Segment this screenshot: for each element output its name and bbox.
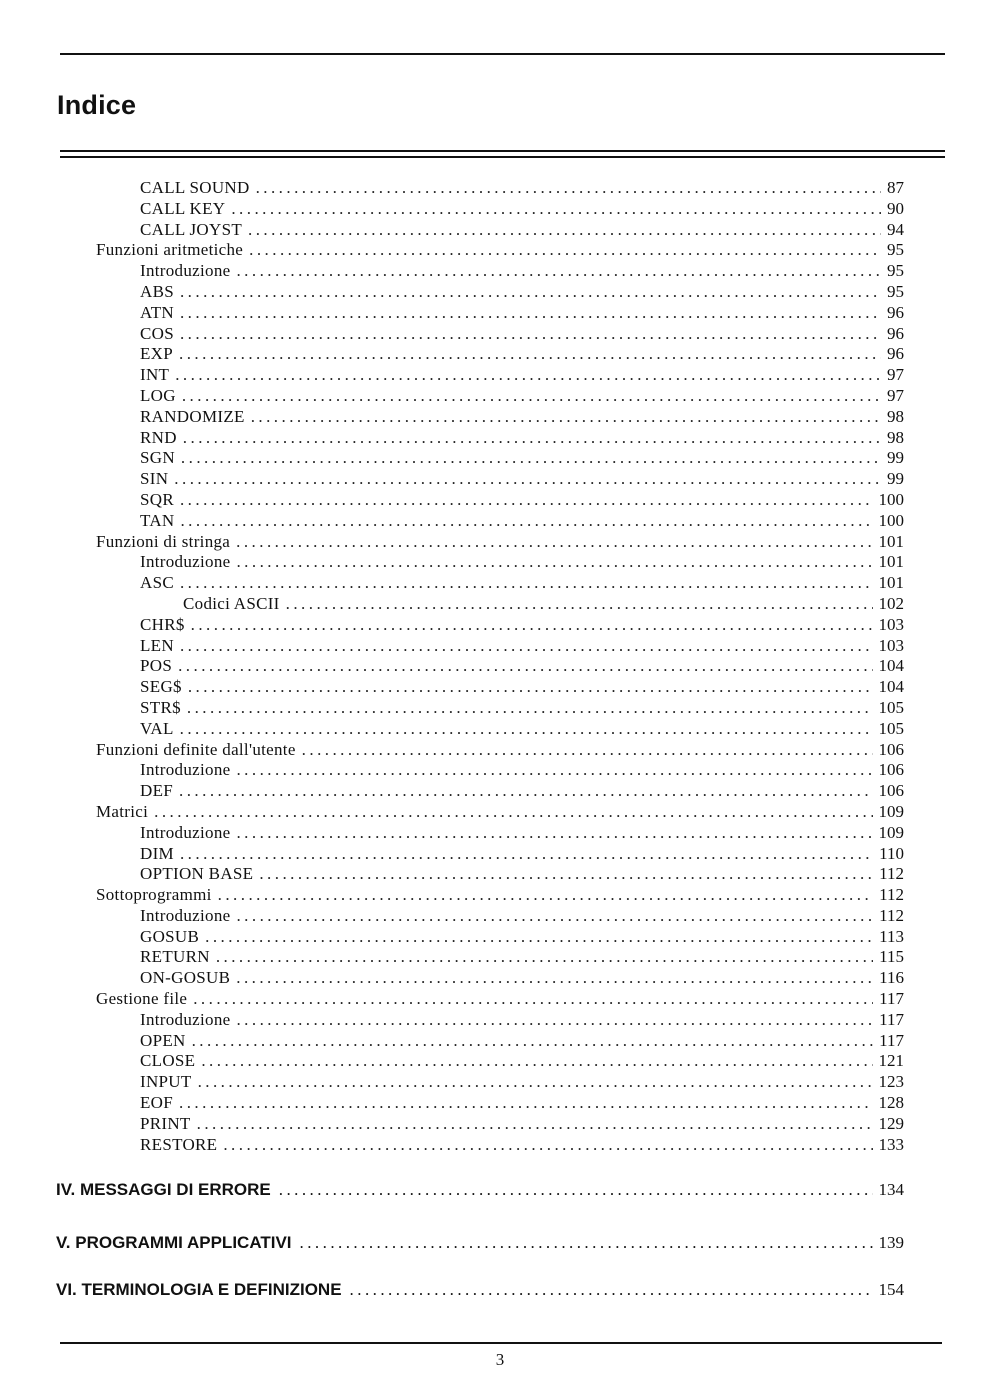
toc-entry-label: CLOSE: [140, 1051, 196, 1071]
toc-entry-page: 123: [878, 1072, 904, 1092]
toc-entry: [0, 594, 1000, 615]
toc-entry-page: 117: [879, 1030, 904, 1050]
dot-leader: [180, 511, 872, 532]
dot-leader: [286, 594, 873, 615]
toc-entry-page: 101: [878, 573, 904, 593]
dot-leader: [205, 927, 873, 948]
toc-entry: [0, 407, 1000, 428]
toc-entry: [0, 490, 1000, 511]
toc-entry-label: VAL: [140, 718, 174, 738]
dot-leader: [236, 261, 881, 282]
toc-entry-page: 121: [878, 1051, 904, 1071]
toc-entry: [0, 719, 1000, 740]
dot-leader: [174, 469, 881, 490]
toc-entry-label: Introduzione: [140, 822, 231, 842]
toc-entry-label: EOF: [140, 1093, 174, 1113]
toc-entry: [0, 220, 1000, 241]
toc-entry-page: 133: [878, 1134, 904, 1154]
toc-entry: [0, 344, 1000, 365]
toc-entry-label: INPUT: [140, 1072, 192, 1092]
dot-leader: [216, 947, 873, 968]
toc-entry-page: 116: [879, 968, 904, 988]
toc-entry-label: Introduzione: [140, 261, 231, 281]
toc-entry-label: SQR: [140, 489, 174, 509]
toc-entry-label: Gestione file: [96, 989, 188, 1009]
dot-leader: [198, 1072, 873, 1093]
toc-entry-page: 97: [887, 365, 904, 385]
toc-entry-label: ATN: [140, 302, 174, 322]
dot-leader: [178, 656, 872, 677]
toc-entry-label: COS: [140, 323, 174, 343]
top-rule: [60, 53, 945, 55]
dot-leader: [236, 760, 872, 781]
toc-entry-page: 98: [887, 427, 904, 447]
toc-entry: [0, 552, 1000, 573]
toc-entry: [0, 885, 1000, 906]
dot-leader: [350, 1280, 873, 1302]
toc-entry-page: 100: [878, 510, 904, 530]
dot-leader: [175, 365, 881, 386]
dot-leader: [180, 324, 881, 345]
toc-entry-page: 87: [887, 178, 904, 197]
toc-entry-page: 98: [887, 406, 904, 426]
toc-entry: [0, 864, 1000, 885]
toc-entry-page: 106: [878, 760, 904, 780]
toc-entry-page: 106: [878, 739, 904, 759]
chapter-entry-page: 154: [878, 1280, 904, 1299]
toc-entry-page: 113: [879, 926, 904, 946]
toc-entry-label: EXP: [140, 344, 174, 364]
toc-entry: [0, 428, 1000, 449]
toc-entry-page: 129: [878, 1113, 904, 1133]
dot-leader: [182, 386, 881, 407]
toc-entry: [0, 698, 1000, 719]
toc-entry-page: 94: [887, 219, 904, 239]
toc-entry-page: 100: [878, 489, 904, 509]
toc-entry-label: Introduzione: [140, 1009, 231, 1029]
dot-leader: [179, 344, 881, 365]
toc-entry-page: 109: [878, 801, 904, 821]
dot-leader: [192, 1031, 874, 1052]
toc-entry-label: ABS: [140, 281, 174, 301]
chapter-entry: [56, 1180, 904, 1202]
dot-leader: [154, 802, 872, 823]
toc-entry: [0, 178, 1000, 199]
toc-entry: [0, 1010, 1000, 1031]
toc-entry: [0, 844, 1000, 865]
toc-entry-page: 128: [878, 1093, 904, 1113]
toc-entry-label: RETURN: [140, 947, 210, 967]
toc-entry-page: 117: [879, 989, 904, 1009]
toc-entry: [0, 386, 1000, 407]
toc-entry-page: 101: [878, 552, 904, 572]
dot-leader: [180, 490, 873, 511]
dot-leader: [256, 178, 881, 199]
toc-entry: [0, 968, 1000, 989]
toc-entry-page: 99: [887, 469, 904, 489]
toc-entry-label: LOG: [140, 385, 176, 405]
dot-leader: [191, 615, 873, 636]
dot-leader: [300, 1233, 873, 1255]
toc-entry-label: SIN: [140, 469, 169, 489]
toc-entry-page: 112: [879, 885, 904, 905]
toc-entry: [0, 282, 1000, 303]
toc-entry-page: 106: [878, 781, 904, 801]
toc-entry-label: Codici ASCII: [183, 593, 280, 613]
toc-entry-page: 105: [878, 697, 904, 717]
toc-entry-label: POS: [140, 656, 173, 676]
toc-entry: [0, 469, 1000, 490]
dot-leader: [197, 1114, 873, 1135]
chapter-entry-label: IV. MESSAGGI DI ERRORE: [56, 1180, 271, 1199]
dot-leader: [180, 573, 873, 594]
toc-entry: [0, 760, 1000, 781]
toc-entry: [0, 636, 1000, 657]
chapter-entry-page: 134: [878, 1180, 904, 1199]
toc-entry: [0, 927, 1000, 948]
dot-leader: [193, 989, 873, 1010]
toc-entry-label: Funzioni di stringa: [96, 531, 231, 551]
dot-leader: [251, 407, 881, 428]
toc-entry: [0, 1072, 1000, 1093]
toc-entry-label: CHR$: [140, 614, 185, 634]
toc-entry-label: STR$: [140, 697, 181, 717]
dot-leader: [302, 740, 873, 761]
toc-entry-page: 103: [878, 614, 904, 634]
toc-entry-page: 97: [887, 385, 904, 405]
toc-entry-label: OPTION BASE: [140, 864, 254, 884]
toc-entry-label: DIM: [140, 843, 174, 863]
toc-entry-page: 96: [887, 302, 904, 322]
bottom-rule: [60, 1342, 942, 1344]
toc-entry-label: Introduzione: [140, 905, 231, 925]
toc-entry: [0, 240, 1000, 261]
dot-leader: [218, 885, 873, 906]
dot-leader: [181, 448, 881, 469]
toc-entry: [0, 677, 1000, 698]
toc-entry-label: PRINT: [140, 1113, 191, 1133]
toc-entry: [0, 1031, 1000, 1052]
dot-leader: [179, 781, 872, 802]
toc-entry-page: 112: [879, 864, 904, 884]
toc-entry-page: 102: [878, 593, 904, 613]
dot-leader: [180, 282, 881, 303]
toc-entry-page: 110: [879, 843, 904, 863]
toc-entry: [0, 802, 1000, 823]
toc-entry-page: 115: [879, 947, 904, 967]
toc-entry: [0, 1114, 1000, 1135]
chapter-entry-label: VI. TERMINOLOGIA E DEFINIZIONE: [56, 1280, 342, 1299]
toc-entry-label: SGN: [140, 448, 175, 468]
toc-entry: [0, 656, 1000, 677]
toc-entry-page: 96: [887, 323, 904, 343]
chapter-entry-label: V. PROGRAMMI APPLICATIVI: [56, 1233, 292, 1252]
dot-leader: [236, 1010, 873, 1031]
toc-entry-label: CALL KEY: [140, 198, 226, 218]
toc-entry-label: GOSUB: [140, 926, 200, 946]
toc-entry: [0, 781, 1000, 802]
toc-entry-page: 95: [887, 281, 904, 301]
dot-leader: [180, 844, 873, 865]
dot-leader: [259, 864, 873, 885]
toc-entry-label: CALL JOYST: [140, 219, 243, 239]
toc-entry: [0, 906, 1000, 927]
dot-leader: [279, 1180, 873, 1202]
table-of-contents: [0, 178, 1000, 1155]
toc-entry: [0, 511, 1000, 532]
dot-leader: [180, 636, 873, 657]
toc-entry-page: 96: [887, 344, 904, 364]
dot-leader: [183, 428, 881, 449]
chapter-entry: [56, 1280, 904, 1302]
toc-entry: [0, 740, 1000, 761]
toc-entry-page: 90: [887, 198, 904, 218]
toc-entry: [0, 303, 1000, 324]
dot-leader: [187, 698, 873, 719]
title-double-rule: [60, 150, 945, 158]
toc-entry-page: 95: [887, 240, 904, 260]
toc-entry-label: INT: [140, 365, 170, 385]
toc-entry-label: Introduzione: [140, 760, 231, 780]
toc-entry-page: 104: [878, 677, 904, 697]
toc-entry-label: LEN: [140, 635, 174, 655]
toc-entry: [0, 1051, 1000, 1072]
dot-leader: [236, 552, 872, 573]
toc-entry-label: Funzioni aritmetiche: [96, 240, 244, 260]
chapter-entry: [56, 1233, 904, 1255]
toc-entry: [0, 324, 1000, 345]
toc-entry: [0, 823, 1000, 844]
dot-leader: [236, 906, 873, 927]
toc-entry: [0, 573, 1000, 594]
dot-leader: [248, 220, 881, 241]
toc-entry: [0, 448, 1000, 469]
dot-leader: [223, 1135, 872, 1156]
toc-entry-label: CALL SOUND: [140, 178, 250, 197]
toc-entry-label: Funzioni definite dall'utente: [96, 739, 296, 759]
toc-entry-label: OPEN: [140, 1030, 186, 1050]
toc-entry-label: Matrici: [96, 801, 149, 821]
chapter-entry-page: 139: [878, 1233, 904, 1252]
page-number: 3: [495, 1350, 505, 1369]
toc-entry-page: 112: [879, 905, 904, 925]
toc-entry-page: 101: [878, 531, 904, 551]
toc-entry-label: ASC: [140, 573, 174, 593]
toc-entry: [0, 1135, 1000, 1156]
dot-leader: [236, 823, 872, 844]
toc-entry-page: 105: [878, 718, 904, 738]
toc-entry: [0, 1093, 1000, 1114]
toc-entry: [0, 365, 1000, 386]
toc-entry-page: 103: [878, 635, 904, 655]
toc-entry-page: 95: [887, 261, 904, 281]
toc-entry: [0, 989, 1000, 1010]
toc-entry: [0, 199, 1000, 220]
toc-entry-label: TAN: [140, 510, 175, 530]
dot-leader: [180, 303, 881, 324]
dot-leader: [179, 1093, 872, 1114]
toc-entry: [0, 947, 1000, 968]
dot-leader: [188, 677, 873, 698]
dot-leader: [180, 719, 873, 740]
toc-entry: [0, 615, 1000, 636]
dot-leader: [201, 1051, 872, 1072]
toc-entry: [0, 261, 1000, 282]
toc-entry-label: SEG$: [140, 677, 182, 697]
page-title: Indice: [57, 90, 137, 120]
toc-entry-label: RND: [140, 427, 177, 447]
toc-entry-label: Introduzione: [140, 552, 231, 572]
toc-entry-label: Sottoprogrammi: [96, 885, 212, 905]
toc-entry-label: RESTORE: [140, 1134, 218, 1154]
dot-leader: [236, 532, 872, 553]
toc-entry-page: 109: [878, 822, 904, 842]
dot-leader: [231, 199, 881, 220]
toc-entry-page: 117: [879, 1009, 904, 1029]
toc-entry-label: DEF: [140, 781, 174, 801]
toc-entry: [0, 532, 1000, 553]
toc-entry-page: 99: [887, 448, 904, 468]
toc-entry-page: 104: [878, 656, 904, 676]
dot-leader: [236, 968, 873, 989]
dot-leader: [249, 240, 881, 261]
toc-entry-label: RANDOMIZE: [140, 406, 245, 426]
toc-entry-label: ON-GOSUB: [140, 968, 231, 988]
